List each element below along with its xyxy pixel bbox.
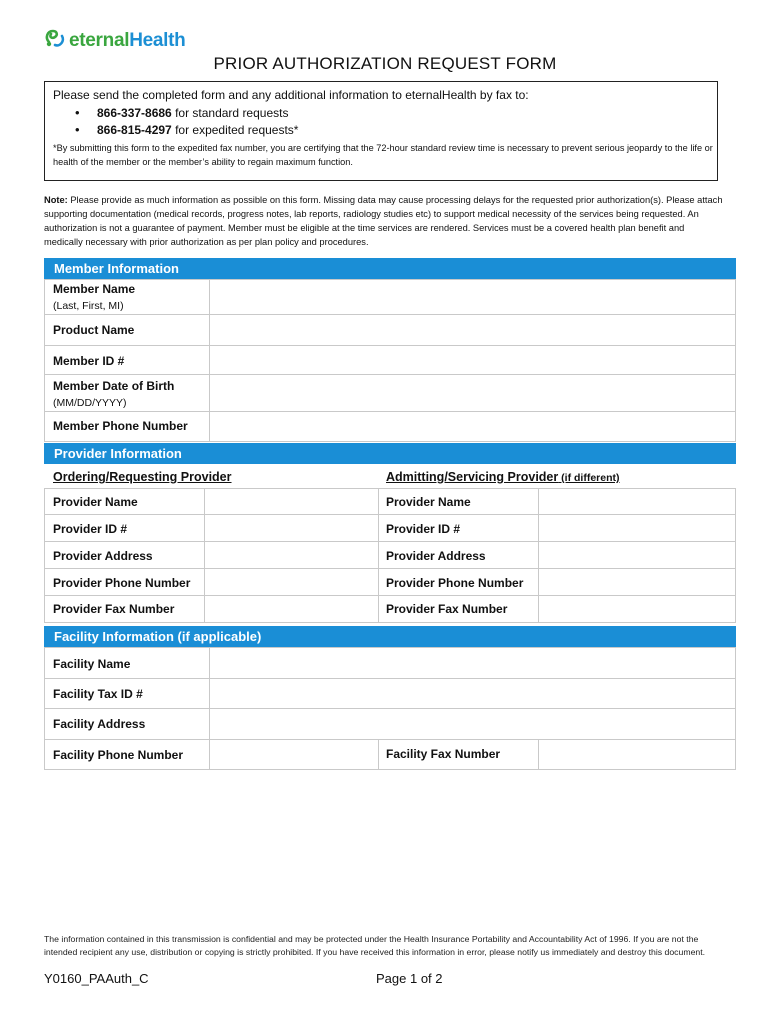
- member-id-field[interactable]: [211, 346, 734, 373]
- divider: [44, 647, 45, 769]
- fax-instructions-box: [44, 81, 718, 181]
- fax-intro: Please send the completed form and any additional information to eternalHealth by fax to:: [53, 88, 529, 102]
- admitting-provider-fax-field[interactable]: [540, 596, 734, 622]
- member-phone-label: Member Phone Number: [53, 419, 188, 433]
- admitting-provider-heading: [386, 470, 620, 484]
- facility-address-field[interactable]: [211, 709, 734, 738]
- admitting-provider-name-field[interactable]: [540, 489, 734, 514]
- divider: [378, 488, 379, 622]
- member-phone-field[interactable]: [211, 412, 734, 440]
- fax-standard-number: 866-337-8686: [97, 106, 172, 120]
- form-id: Y0160_PAAuth_C: [44, 971, 149, 986]
- ordering-provider-id-label: Provider ID #: [53, 522, 128, 536]
- admitting-provider-phone-label: Provider Phone Number: [386, 576, 524, 590]
- page-title: PRIOR AUTHORIZATION REQUEST FORM: [213, 54, 557, 73]
- member-name-label: Member Name: [53, 282, 136, 296]
- fax-expedited-number: 866-815-4297: [97, 123, 172, 137]
- fax-standard-item: [75, 106, 717, 120]
- admitting-provider-address-label: Provider Address: [386, 549, 486, 563]
- facility-name-field[interactable]: [211, 648, 734, 677]
- fax-expedited-item: [75, 123, 717, 137]
- facility-fax-label: Facility Fax Number: [386, 747, 501, 761]
- logo-health: Health: [129, 29, 186, 51]
- facility-tax-id-field[interactable]: [211, 679, 734, 707]
- ordering-provider-name-label: Provider Name: [53, 495, 138, 509]
- divider: [44, 279, 45, 441]
- admitting-provider-note: (if different): [558, 472, 620, 484]
- divider: [538, 739, 539, 769]
- admitting-provider-phone-field[interactable]: [540, 569, 734, 595]
- product-name-field[interactable]: [211, 315, 734, 344]
- member-dob-hint: (MM/DD/YYYY): [53, 397, 127, 409]
- member-info-header: Member Information: [44, 258, 736, 279]
- facility-phone-field[interactable]: [211, 740, 377, 768]
- admitting-provider-fax-label: Provider Fax Number: [386, 602, 508, 616]
- facility-info-header: Facility Information (if applicable): [44, 626, 736, 647]
- company-logo: [44, 27, 186, 54]
- ordering-provider-phone-field[interactable]: [206, 569, 377, 595]
- member-name-field[interactable]: [211, 280, 734, 313]
- product-name-label: Product Name: [53, 323, 135, 337]
- divider: [735, 488, 736, 622]
- provider-info-header: Provider Information: [44, 443, 736, 464]
- member-dob-label: Member Date of Birth: [53, 379, 175, 393]
- ordering-provider-fax-field[interactable]: [206, 596, 377, 622]
- ordering-provider-phone-label: Provider Phone Number: [53, 576, 191, 590]
- admitting-provider-id-label: Provider ID #: [386, 522, 461, 536]
- facility-address-label: Facility Address: [53, 717, 146, 731]
- ordering-provider-heading: Ordering/Requesting Provider: [53, 470, 232, 484]
- ordering-provider-address-field[interactable]: [206, 542, 377, 568]
- divider: [44, 441, 736, 442]
- divider: [735, 647, 736, 769]
- divider: [44, 769, 736, 770]
- fax-standard-text: for standard requests: [171, 106, 289, 120]
- divider: [378, 739, 379, 769]
- ordering-provider-address-label: Provider Address: [53, 549, 153, 563]
- ordering-provider-name-field[interactable]: [206, 489, 377, 514]
- member-name-hint: (Last, First, MI): [53, 300, 124, 312]
- logo-wordmark: [69, 30, 186, 52]
- member-dob-field[interactable]: [211, 375, 734, 410]
- facility-phone-label: Facility Phone Number: [53, 748, 184, 762]
- admitting-provider-name-label: Provider Name: [386, 495, 471, 509]
- facility-name-label: Facility Name: [53, 657, 131, 671]
- admitting-provider-title: Admitting/Servicing Provider: [386, 470, 559, 484]
- fax-expedited-text: for expedited requests*: [171, 123, 299, 137]
- divider: [44, 488, 45, 622]
- note-label: Note:: [44, 195, 68, 205]
- admitting-provider-address-field[interactable]: [540, 542, 734, 568]
- divider: [735, 279, 736, 441]
- facility-fax-field[interactable]: [540, 740, 734, 768]
- ordering-provider-id-field[interactable]: [206, 515, 377, 541]
- divider: [44, 622, 736, 623]
- note-paragraph: [44, 193, 724, 249]
- divider: [209, 647, 210, 769]
- confidentiality-notice: The information contained in this transmission is confidential and may be protected under the Health Insurance Portability and Accountability Act of 1996. If you are not the intended recipient any use, distribution or copying is strictly prohibited. If you have received this information in error, please notify us immediately and destroy this document.: [44, 934, 706, 957]
- page-number: Page 1 of 2: [376, 971, 443, 986]
- divider: [204, 488, 205, 622]
- expedited-disclaimer: *By submitting this form to the expedited fax number, you are certifying that the 72-hour standard review time is necessary to prevent serious jeopardy to the life or health of the member or the member’s ability to regain maximum function.: [53, 143, 713, 167]
- admitting-provider-id-field[interactable]: [540, 515, 734, 541]
- divider: [538, 488, 539, 622]
- member-id-label: Member ID #: [53, 354, 125, 368]
- divider: [209, 279, 210, 441]
- fax-number-list: [53, 106, 717, 137]
- note-text: Please provide as much information as possible on this form. Missing data may cause processing delays for the requested prior authorization(s). Please attach supporting documentation (medical records, progress notes, lab reports, radiology studies etc) to support medical necessity of the services being requested. An authorization is not a guarantee of payment. Member must be eligible at the time services are rendered. Services must be a covered health plan benefit and medically necessary with prior authorization as per plan policy and procedures.: [44, 195, 723, 247]
- facility-tax-id-label: Facility Tax ID #: [53, 687, 143, 701]
- ordering-provider-fax-label: Provider Fax Number: [53, 602, 175, 616]
- logo-eternal: eternal: [69, 29, 130, 51]
- eternal-health-logo-icon: [44, 27, 66, 54]
